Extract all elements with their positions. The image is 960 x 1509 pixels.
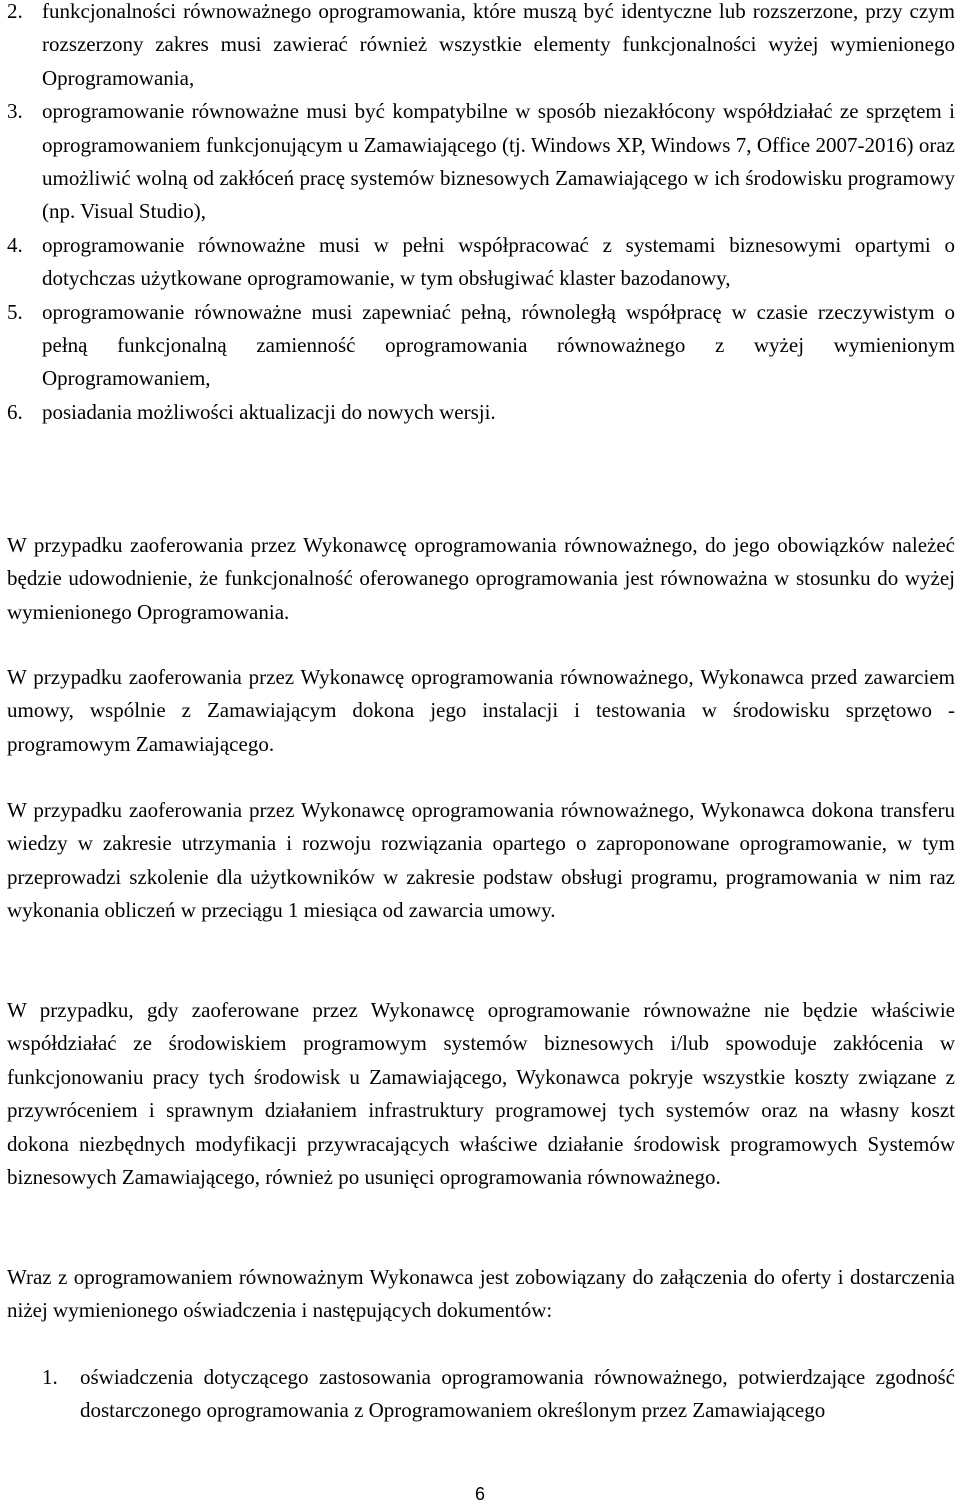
list-item bbox=[7, 95, 955, 229]
list-item bbox=[7, 396, 955, 429]
list-item-number: 5. bbox=[7, 299, 23, 324]
list-item bbox=[42, 1361, 955, 1428]
requirements-list bbox=[7, 0, 955, 429]
list-item-number: 6. bbox=[7, 399, 23, 424]
list-item-text: oprogramowanie równoważne musi zapewniać pełną, równoległą współpracę w czasie rzeczywistym o pełną funkcjonalną zamienność oprogramowania równoważnego z wyżej wymienionym Oprogramowaniem, bbox=[42, 299, 955, 391]
list-item bbox=[7, 229, 955, 296]
list-item-number: 1. bbox=[42, 1365, 58, 1389]
list-item-text: oświadczenia dotyczącego zastosowania oprogramowania równoważnego, potwierdzające zgodność dostarczonego oprogramowania z Oprogramowaniem określonym przez Zamawiającego bbox=[80, 1365, 955, 1423]
list-item-text: posiadania możliwości aktualizacji do nowych wersji. bbox=[42, 399, 496, 424]
paragraph: W przypadku zaoferowania przez Wykonawcę oprogramowania równoważnego, Wykonawca dokona transferu wiedzy w zakresie utrzymania i rozwoju rozwiązania opartego o zaproponowane oprogramowanie, w tym przeprowadzi szkolenie dla użytkowników w zakresie podstaw obsługi programu, programowania w nim raz wykonania obliczeń w przeciągu 1 miesiąca od zawarcia umowy. bbox=[7, 798, 955, 923]
list-item-number: 4. bbox=[7, 232, 23, 257]
list-item bbox=[7, 0, 955, 95]
list-item-text: oprogramowanie równoważne musi być kompatybilne w sposób niezakłócony współdziałać ze sprzętem i oprogramowaniem funkcjonującym u Zamawiającego (tj. Windows XP, Windows 7, Office 2007-2016) oraz umożliwić wolną od zakłóceń pracę systemów biznesowych Zamawiającego w ich środowisku programowy (np. Visual Studio), bbox=[42, 99, 955, 224]
list-item-number: 3. bbox=[7, 99, 23, 124]
list-item-text: oprogramowanie równoważne musi w pełni współpracować z systemami biznesowymi opartymi o dotychczas użytkowane oprogramowanie, w tym obsługiwać klaster bazodanowy, bbox=[42, 232, 955, 291]
paragraph: W przypadku zaoferowania przez Wykonawcę oprogramowania równoważnego, Wykonawca przed zawarciem umowy, wspólnie z Zamawiającym dokona jego instalacji i testowania w środowisku sprzętowo - programowym Zamawiającego. bbox=[7, 665, 955, 756]
paragraph: Wraz z oprogramowaniem równoważnym Wykonawca jest zobowiązany do załączenia do oferty i dostarczenia niżej wymienionego oświadczenia i następujących dokumentów: bbox=[7, 1265, 955, 1323]
paragraph: W przypadku zaoferowania przez Wykonawcę oprogramowania równoważnego, do jego obowiązków należeć będzie udowodnienie, że funkcjonalność oferowanego oprogramowania jest równoważna w stosunku do wyżej wymienionego Oprogramowania. bbox=[7, 533, 955, 624]
list-item-number: 2. bbox=[7, 0, 23, 23]
paragraph: W przypadku, gdy zaoferowane przez Wykonawcę oprogramowanie równoważne nie będzie właściwie współdziałać ze środowiskiem programowym systemów biznesowych i/lub spowoduje zakłócenia w funkcjonowaniu pracy tych środowisk u Zamawiającego, Wykonawca pokryje wszystkie koszty związane z przywróceniem i sprawnym działaniem infrastruktury programowej tych systemów oraz na własny koszt dokona niezbędnych modyfikacji przywracających właściwe działanie środowisk programowych Systemów biznesowych Zamawiającego, również po usunięci oprogramowania równoważnego. bbox=[7, 998, 955, 1190]
list-item-text: funkcjonalności równoważnego oprogramowania, które muszą być identyczne lub rozszerzone, przy czym rozszerzony zakres musi zawierać również wszystkie elementy funkcjonalności wyżej wymienionego Oprogramowania, bbox=[42, 0, 955, 90]
page-number: 6 bbox=[474, 1484, 485, 1504]
documents-list bbox=[42, 1361, 955, 1428]
list-item bbox=[7, 296, 955, 396]
